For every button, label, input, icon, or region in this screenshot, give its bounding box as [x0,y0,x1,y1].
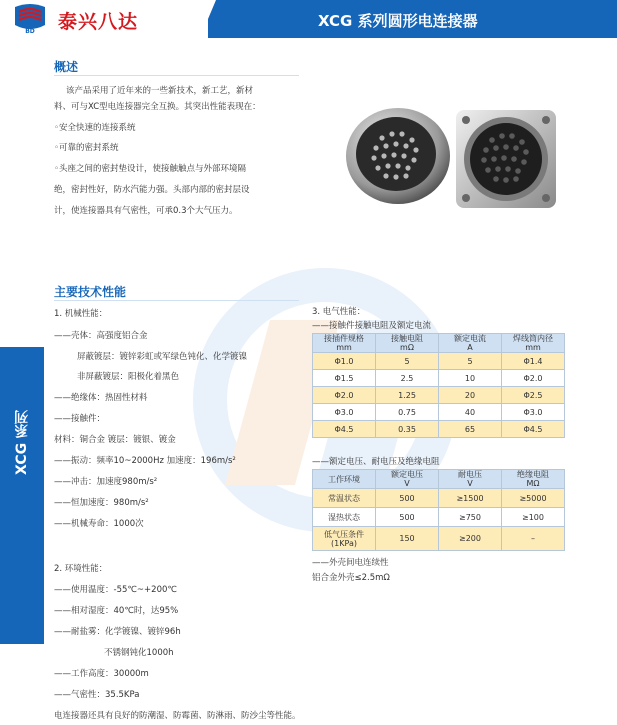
table-row [313,527,565,551]
table-cell: Φ4.5 [313,421,376,438]
overview-line: ◦可靠的密封系统 [54,143,119,153]
table-header-cell: 绝缘电阻 MΩ [502,470,565,489]
table-cell: 10 [439,370,502,387]
spec-line: ——接触件： [54,414,106,424]
connector-plug-image [336,98,456,208]
spec-line: ——耐盐雾：化学镀镍、镀锌96h [54,627,181,637]
table-header-cell: 工作环境 [313,470,376,489]
table-cell: ≥200 [439,527,502,551]
overview-title: 概述 [54,60,79,74]
logo-letters: BD [25,28,35,35]
table-cell: Φ4.5 [502,421,565,438]
brand-name: 泰兴八达 [58,11,139,33]
table-row [313,353,565,370]
table-header-cell: 接插件规格 mm [313,334,376,353]
table-cell: 65 [439,421,502,438]
overview-line: ◦安全快速的连接系统 [54,123,136,133]
overview-line: 该产品采用了近年来的一些新技术，新工艺，新材 [66,86,254,96]
side-category-label: XCG 系列 [14,410,30,475]
table-row [313,421,565,438]
overview-line: 绝，密封性好，防水汽能力强。头部内部的密封层设 [54,185,250,195]
table-cell: ≥5000 [502,489,565,508]
table-cell: ≥750 [439,508,502,527]
table-cell: Φ2.5 [502,387,565,404]
table-row [313,508,565,527]
spec-line: 屏蔽镀层：镀锌彩虹或军绿色钝化、化学镀镍 [77,352,248,362]
spec-line: 材料：铜合金 镀层：镀银、镀金 [54,435,176,445]
spec-line: ——相对湿度：40℃时，达95% [54,606,179,616]
spec-line: ——绝缘体：热固性材料 [54,393,148,403]
table-cell: Φ1.4 [502,353,565,370]
spec-line: ——机械寿命：1000次 [54,519,144,529]
table-cell: 5 [439,353,502,370]
table-header-row [313,470,565,489]
spec-line: ——使用温度：-55℃~+200℃ [54,585,177,595]
brand-logo-icon [12,3,48,35]
table-cell: Φ2.0 [502,370,565,387]
table-header-cell: 接触电阻 mΩ [376,334,439,353]
spec-line: 非屏蔽镀层：阳极化着黑色 [77,372,180,382]
spec-line: ——振动：频率10~2000Hz 加速度：196m/s² [54,456,236,466]
overview-line: 计，使连接器具有气密性，可承0.3个大气压力。 [54,206,238,216]
table-header-row [313,334,565,353]
spec-line: 不锈钢钝化1000h [104,648,174,658]
page-title: XCG 系列圆形电连接器 [318,12,478,30]
specs-divider [54,300,299,301]
spec-line: 2. 环境性能： [54,564,108,574]
voltage-resistance-table [312,469,565,551]
spec-line: 1. 机械性能： [54,309,108,319]
shell-continuity-value: 铝合金外壳≤2.5mΩ [312,573,390,583]
spec-line: ——冲击：加速度980m/s² [54,477,158,487]
table-cell: 5 [376,353,439,370]
table-row [313,404,565,421]
overview-line: ◦头座之间的密封垫设计，使接触触点与外部环境隔 [54,164,247,174]
table-cell: Φ1.5 [313,370,376,387]
spec-line: ——气密性：35.5KPa [54,690,140,700]
spec-line: ——工作高度：30000m [54,669,149,679]
table-row [313,387,565,404]
table-row [313,489,565,508]
table-cell: 500 [376,508,439,527]
overview-line: 料、可与XC型电连接器完全互换。其突出性能表现在： [54,102,261,112]
contact-table-title: ——接触件接触电阻及额定电流 [312,321,432,331]
shell-continuity-title: ——外壳间电连续性 [312,558,389,568]
overview-divider [54,75,299,76]
contact-resistance-table [312,333,565,438]
table-cell: 常温状态 [313,489,376,508]
table-cell: 低气压条件 (1KPa) [313,527,376,551]
table-cell: 20 [439,387,502,404]
table-cell: ≥1500 [439,489,502,508]
table-cell: 40 [439,404,502,421]
table-cell: 500 [376,489,439,508]
table-header-cell: 额定电压 V [376,470,439,489]
specs-title: 主要技术性能 [54,285,127,299]
table-cell: Φ3.0 [502,404,565,421]
table-cell: Φ3.0 [313,404,376,421]
voltage-table-title: ——额定电压、耐电压及绝缘电阻 [312,457,440,467]
table-row [313,370,565,387]
table-cell: – [502,527,565,551]
table-header-cell: 焊线筒内径 mm [502,334,565,353]
table-cell: 150 [376,527,439,551]
table-cell: Φ1.0 [313,353,376,370]
spec-line: ——壳体：高强度铝合金 [54,331,148,341]
table-cell: ≥100 [502,508,565,527]
logo-slant [200,0,216,38]
table-cell: 1.25 [376,387,439,404]
table-cell: 0.35 [376,421,439,438]
table-header-cell: 耐电压 V [439,470,502,489]
electrical-title: 3. 电气性能： [312,307,366,317]
side-category-tab [0,347,44,644]
table-cell: 2.5 [376,370,439,387]
spec-line: 电连接器还具有良好的防潮湿、防霉菌、防淋雨、防沙尘等性能。 [54,711,301,721]
connector-receptacle-image [448,102,566,217]
table-cell: 湿热状态 [313,508,376,527]
table-cell: Φ2.0 [313,387,376,404]
table-cell: 0.75 [376,404,439,421]
spec-line: ——恒加速度：980m/s² [54,498,149,508]
table-header-cell: 额定电流 A [439,334,502,353]
